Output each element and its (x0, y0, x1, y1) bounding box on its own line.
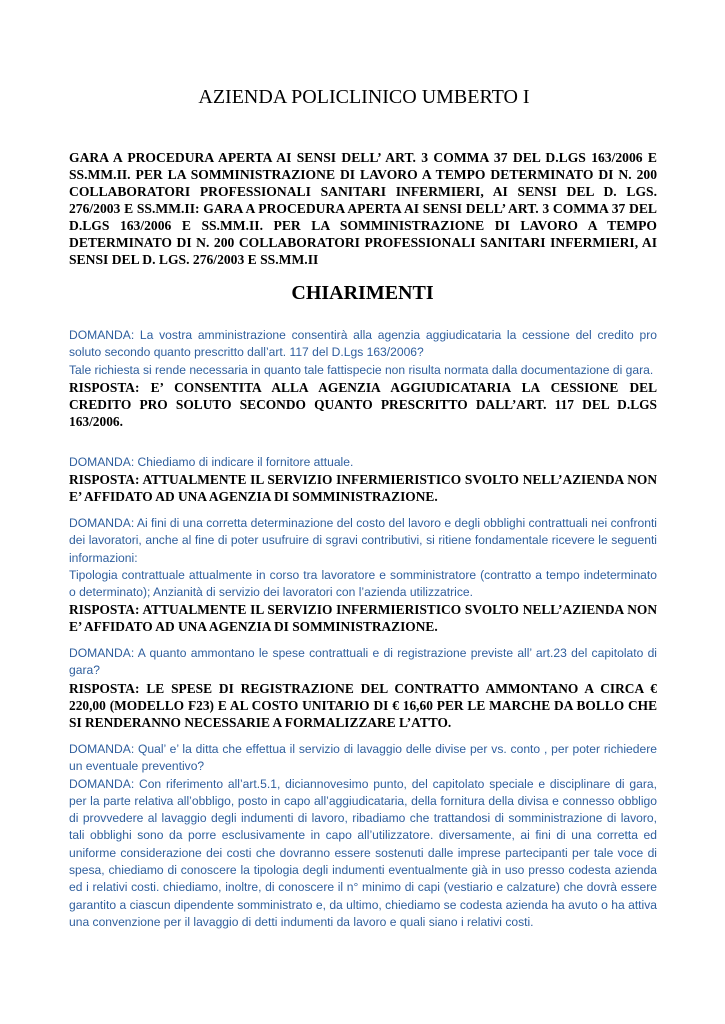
qa-block-2 (69, 454, 657, 505)
question-text: DOMANDA: Chiediamo di indicare il fornitore attuale. (69, 455, 354, 469)
question-text: DOMANDA: Qual’ e’ la ditta che effettua il servizio di lavaggio delle divise per vs. conto , per poter richiedere un eventuale preventivo? (69, 742, 657, 774)
question-note: Tipologia contrattuale attualmente in corso tra lavoratore e somministratore (contratto a tempo indeterminato o determinato); Anzianità di servizio dei lavoratori con l’azienda utilizzatrice. (69, 567, 657, 600)
qa-block-4 (69, 645, 657, 731)
answer-text: RISPOSTA: ATTUALMENTE IL SERVIZIO INFERMIERISTICO SVOLTO NELL’AZIENDA NON E’ AFFIDATO AD UNA AGENZIA DI SOMMINISTRAZIONE. (69, 602, 657, 635)
qa-block-3 (69, 515, 657, 635)
question-note: Tale richiesta si rende necessaria in quanto tale fattispecie non risulta normata dalla documentazione di gara. (69, 362, 654, 377)
title-text: AZIENDA POLICLINICO UMBERTO I (198, 86, 530, 108)
page-title (0, 86, 725, 109)
answer-text: RISPOSTA: E’ CONSENTITA ALLA AGENZIA AGGIUDICATARIA LA CESSIONE DEL CREDITO PRO SOLUTO SECONDO QUANTO PRESCRITTO DALL’ART. 117 DEL D.LGS 163/2006. (69, 379, 657, 429)
question-note: DOMANDA: Con riferimento all’art.5.1, diciannovesimo punto, del capitolato speciale e disciplinare di gara, per la parte relativa all’obbligo, posto in capo all’aggiudicataria, della fornitura della divisa e connesso obbligo di provvedere al lavaggio degli indumenti di lavoro, ribadiamo che trattandosi di somministrazione di lavoro, tali obblighi sono da porre esclusivamente in capo all’utilizzatore. diversamente, ai fini di una corretta ed uniforme considerazione dei costi che dovranno essere sostenuti dalle imprese partecipanti per tale voce di spesa, chiediamo di conoscere la tipologia degli indumenti eventualmente già in uso presso codesta azienda ed i relativi costi. chiediamo, inoltre, di conoscere il n° minimo di capi (vestiario e calzature) che dovrà essere garantito a ciascun dipendente somministrato e, da ultimo, chiediamo se codesta azienda ha avuto o ha attiva una convenzione per il lavaggio di detti indumenti da lavoro e quali siano i relativi costi. (69, 776, 657, 929)
qa-block-5 (69, 741, 657, 931)
section-title: CHIARIMENTI (291, 282, 434, 304)
question-text: DOMANDA: A quanto ammontano le spese contrattuali e di registrazione previste all’ art.23 del capitolato di gara? (69, 646, 657, 678)
question-text: DOMANDA: La vostra amministrazione consentirà alla agenzia aggiudicataria la cessione del credito pro soluto secondo quanto prescritto dall’art. 117 del D.Lgs 163/2006? (69, 328, 657, 360)
tender-description: GARA A PROCEDURA APERTA AI SENSI DELL’ ART. 3 COMMA 37 DEL D.LGS 163/2006 E SS.MM.II. PER LA SOMMINISTRAZIONE DI LAVORO A TEMPO DETERMINATO DI N. 200 COLLABORATORI PROFESSIONALI SANITARI INFERMIERI, AI SENSI DEL D. LGS. 276/2003 E SS.MM.II: GARA A PROCEDURA APERTA AI SENSI DELL’ ART. 3 COMMA 37 DEL D.LGS 163/2006 E SS.MM.II. PER LA SOMMINISTRAZIONE DI LAVORO A TEMPO DETERMINATO DI N. 200 COLLABORATORI PROFESSIONALI SANITARI INFERMIERI, AI SENSI DEL D. LGS. 276/2003 E SS.MM.II (69, 150, 657, 267)
answer-text: RISPOSTA: LE SPESE DI REGISTRAZIONE DEL CONTRATTO AMMONTANO A CIRCA € 220,00 (MODELLO F23) E AL COSTO UNITARIO DI € 16,60 PER LE MARCHE DA BOLLO CHE SI RENDERANNO NECESSARIE A FORMALIZZARE L’ATTO. (69, 680, 657, 730)
qa-block-1 (69, 327, 657, 430)
question-text: DOMANDA: Ai fini di una corretta determinazione del costo del lavoro e degli obblighi contrattuali nei confronti dei lavoratori, anche al fine di poter usufruire di sgravi contributivi, si ritiene fondamentale ricevere le seguenti informazioni: (69, 516, 657, 565)
answer-text: RISPOSTA: ATTUALMENTE IL SERVIZIO INFERMIERISTICO SVOLTO NELL’AZIENDA NON E’ AFFIDATO AD UNA AGENZIA DI SOMMINISTRAZIONE. (69, 472, 657, 505)
